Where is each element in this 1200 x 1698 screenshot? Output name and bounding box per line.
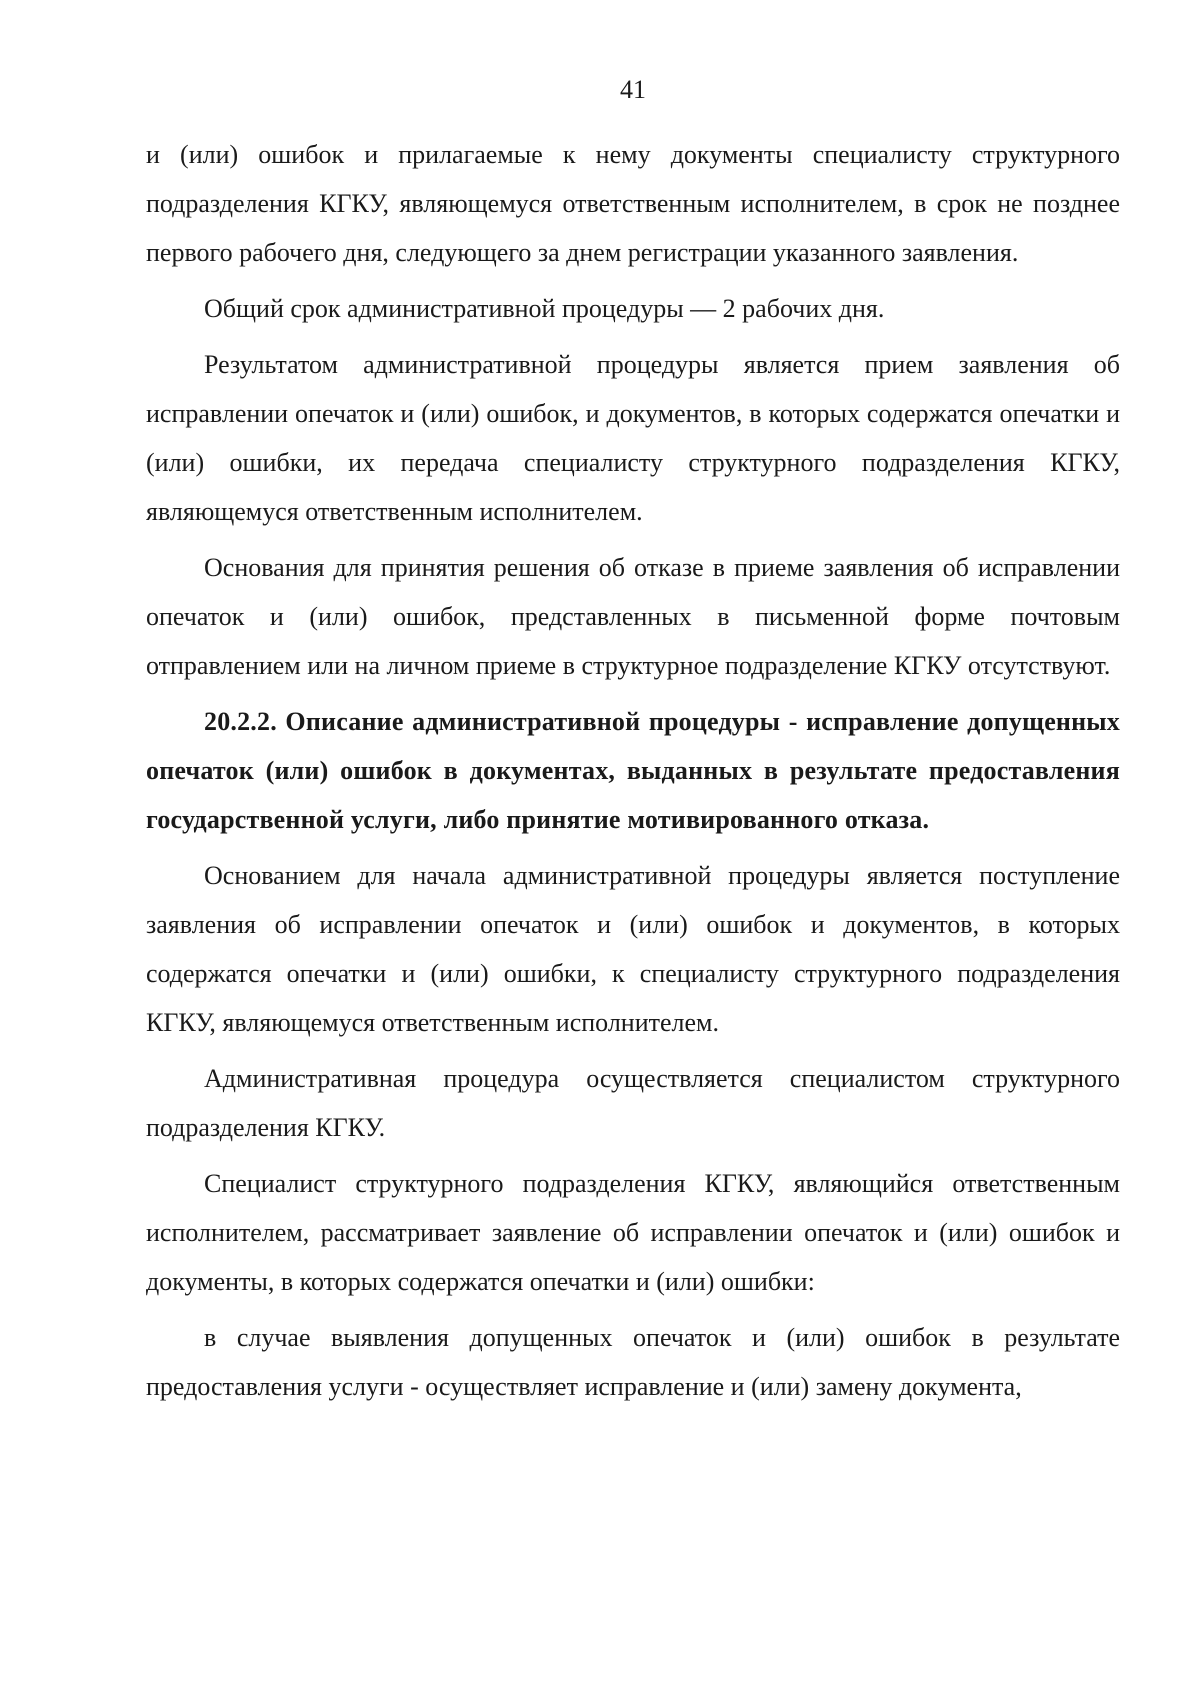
paragraph-8: Специалист структурного подразделения КГКУ, являющийся ответственным исполнителем, рассматривает заявление об исправлении опечаток и (или) ошибок и документы, в которых содержатся опечатки и (или) ошибки: [146, 1169, 1120, 1296]
paragraph-2: Общий срок административной процедуры — 2 рабочих дня. [204, 294, 885, 323]
paragraph-4: Основания для принятия решения об отказе в приеме заявления об исправлении опечаток и (или) ошибок, представленных в письменной форме почтовым отправлением или на личном приеме в структурное подразделение КГКУ отсутствуют. [146, 553, 1120, 680]
paragraph-1: и (или) ошибок и прилагаемые к нему документы специалисту структурного подразделения КГКУ, являющемуся ответственным исполнителем, в срок не позднее первого рабочего дня, следующего за днем регистрации указанного заявления. [146, 140, 1120, 267]
paragraph-7: Административная процедура осуществляется специалистом структурного подразделения КГКУ. [146, 1064, 1120, 1142]
paragraph-3: Результатом административной процедуры является прием заявления об исправлении опечаток и (или) ошибок, и документов, в которых содержатся опечатки и (или) ошибки, их передача специалисту структурного подразделения КГКУ, являющемуся ответственным исполнителем. [146, 350, 1120, 526]
page-number: 41 [620, 75, 646, 104]
page-body [146, 130, 1120, 1418]
section-heading: 20.2.2. Описание административной процедуры - исправление допущенных опечаток (или) ошибок в документах, выданных в результате предоставления государственной услуги, либо принятие мотивированного отказа. [146, 707, 1120, 834]
paragraph-9: в случае выявления допущенных опечаток и (или) ошибок в результате предоставления услуги - осуществляет исправление и (или) замену документа, [146, 1323, 1120, 1401]
paragraph-6: Основанием для начала административной процедуры является поступление заявления об исправлении опечаток и (или) ошибок и документов, в которых содержатся опечатки и (или) ошибки, к специалисту структурного подразделения КГКУ, являющемуся ответственным исполнителем. [146, 861, 1120, 1037]
